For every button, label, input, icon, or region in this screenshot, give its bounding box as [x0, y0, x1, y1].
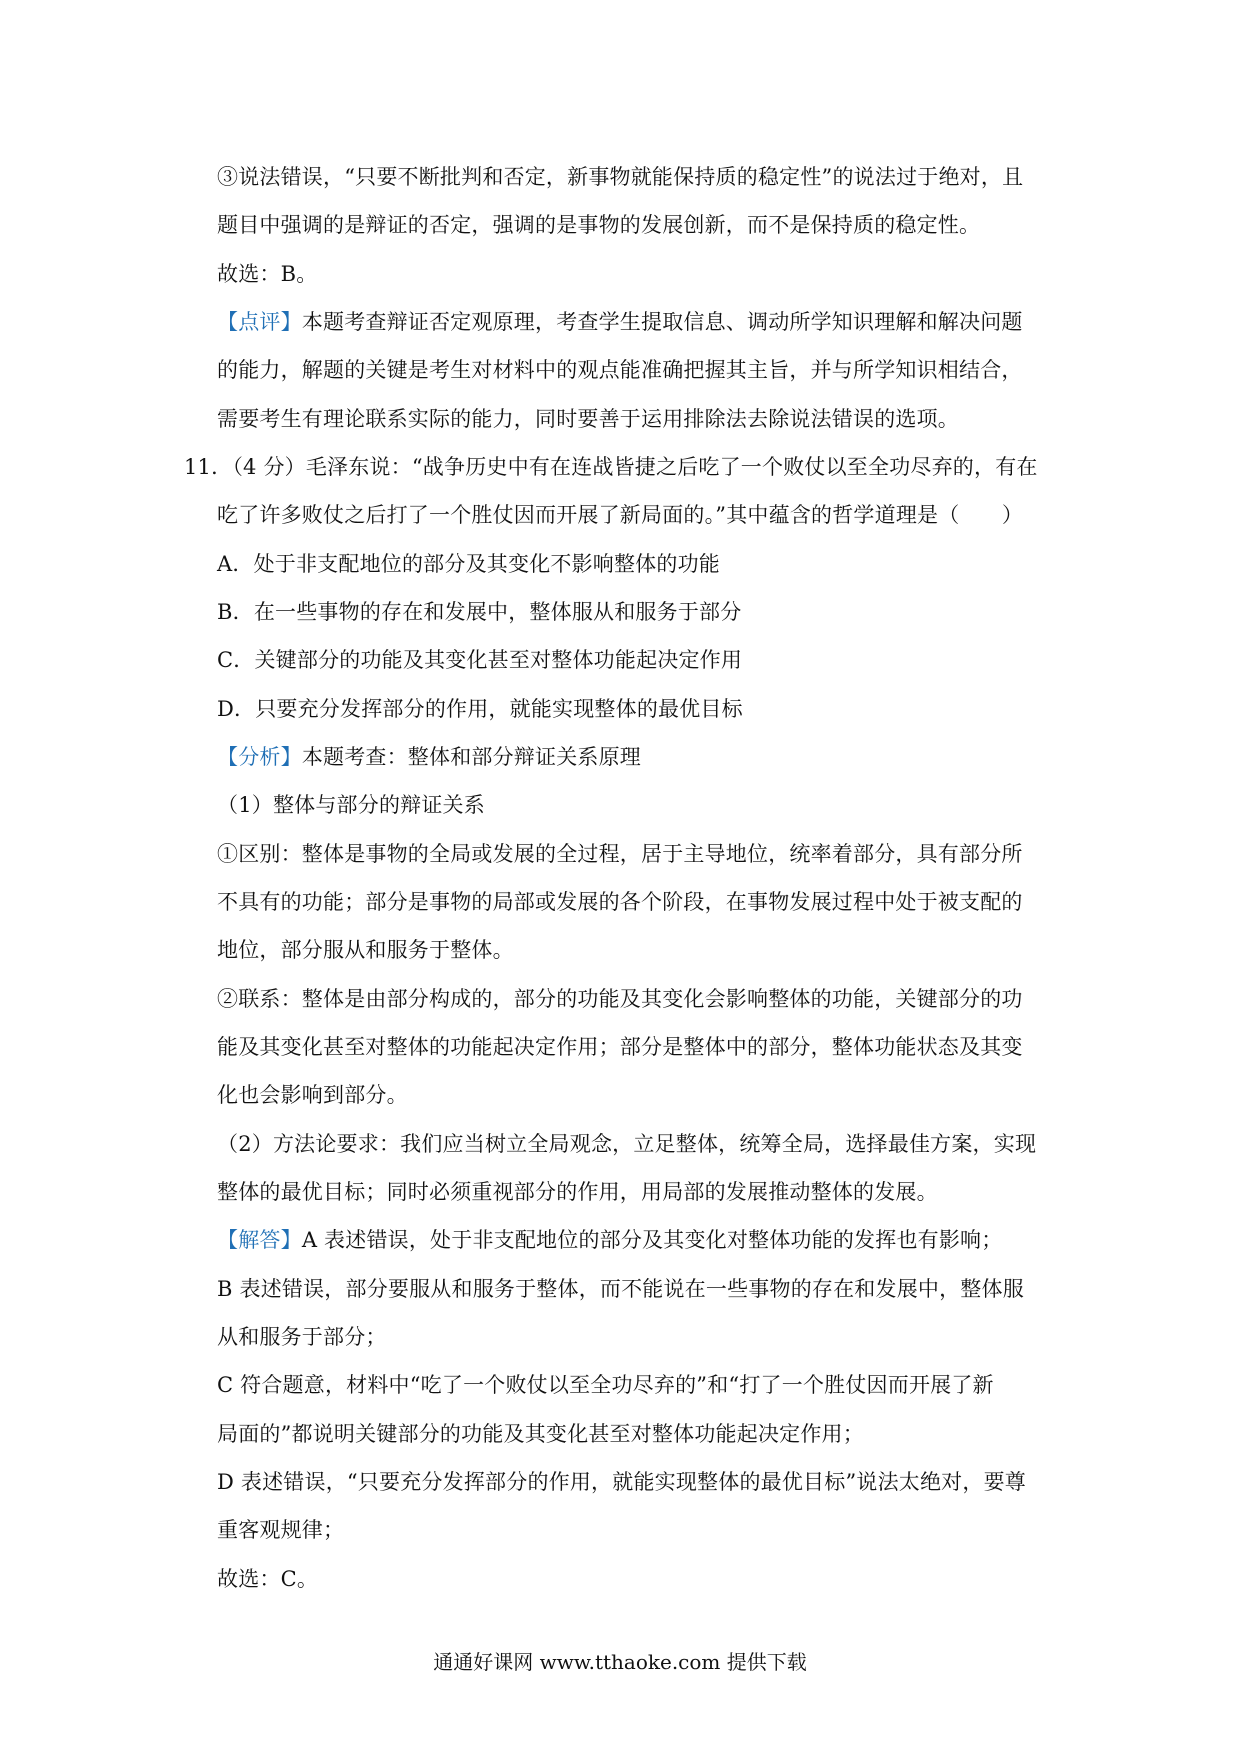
solution-line: C 符合题意，材料中“吃了一个败仗以至全功尽弃的”和“打了一个胜仗因而开展了新 [217, 1373, 994, 1397]
q11-answer: 故选：C。 [217, 1567, 319, 1591]
prev-comment-line-2: 的能力，解题的关键是考生对材料中的观点能准确把握其主旨，并与所学知识相结合， [217, 358, 1023, 382]
analysis-line: 不具有的功能；部分是事物的局部或发展的各个阶段，在事物发展过程中处于被支配的 [217, 890, 1023, 914]
question-11-stem-line-1: 11．（4 分）毛泽东说：“战争历史中有在连战皆捷之后吃了一个败仗以至全功尽弃的，有在 [184, 455, 1038, 479]
solution-line: D 表述错误，“只要充分发挥部分的作用，就能实现整体的最优目标”说法太绝对，要尊 [217, 1470, 1026, 1494]
analysis-tag: 【分析】 [217, 745, 302, 769]
analysis-line: ①区别：整体是事物的全局或发展的全过程，居于主导地位，统率着部分，具有部分所 [217, 842, 1023, 866]
analysis-line: （2）方法论要求：我们应当树立全局观念，立足整体，统筹全局，选择最佳方案，实现 [217, 1132, 1037, 1156]
analysis-line: ②联系：整体是由部分构成的，部分的功能及其变化会影响整体的功能，关键部分的功 [217, 987, 1023, 1011]
footer-source: 通通好课网 www.tthaoke.com 提供下载 [433, 1650, 807, 1674]
comment-tag: 【点评】 [217, 310, 302, 334]
option-c: C．关键部分的功能及其变化甚至对整体功能起决定作用 [217, 648, 743, 672]
analysis-line: 整体的最优目标；同时必须重视部分的作用，用局部的发展推动整体的发展。 [217, 1180, 938, 1204]
prev-comment-line-1 [217, 307, 1023, 337]
solution-line: 从和服务于部分； [217, 1325, 387, 1349]
solution-head-text: A 表述错误，处于非支配地位的部分及其变化对整体功能的发挥也有影响； [301, 1228, 1003, 1252]
solution-line: B 表述错误，部分要服从和服务于整体，而不能说在一些事物的存在和发展中，整体服 [217, 1277, 1024, 1301]
prev-comment-line-3: 需要考生有理论联系实际的能力，同时要善于运用排除法去除说法错误的选项。 [217, 407, 959, 431]
option-d: D．只要充分发挥部分的作用，就能实现整体的最优目标 [217, 697, 743, 721]
question-11-stem-line-2: 吃了许多败仗之后打了一个胜仗因而开展了新局面的。”其中蕴含的哲学道理是（ ） [217, 503, 1024, 527]
comment-text: 本题考查辩证否定观原理，考查学生提取信息、调动所学知识理解和解决问题 [301, 310, 1023, 334]
analysis-line: （1）整体与部分的辩证关系 [217, 793, 485, 817]
solution-heading [217, 1225, 1002, 1255]
solution-tag: 【解答】 [217, 1228, 302, 1252]
option-b: B．在一些事物的存在和发展中，整体服从和服务于部分 [217, 600, 742, 624]
prev-explanation-line-1: ③说法错误，“只要不断批判和否定，新事物就能保持质的稳定性”的说法过于绝对，且 [217, 165, 1024, 189]
analysis-line: 能及其变化甚至对整体的功能起决定作用；部分是整体中的部分，整体功能状态及其变 [217, 1035, 1023, 1059]
option-a: A．处于非支配地位的部分及其变化不影响整体的功能 [217, 552, 720, 576]
prev-answer: 故选：B。 [217, 262, 318, 286]
analysis-heading [217, 742, 641, 772]
solution-line: 局面的”都说明关键部分的功能及其变化甚至对整体功能起决定作用； [217, 1422, 864, 1446]
analysis-line: 地位，部分服从和服务于整体。 [217, 938, 514, 962]
analysis-head-text: 本题考查：整体和部分辩证关系原理 [301, 745, 642, 769]
prev-explanation-line-2: 题目中强调的是辩证的否定，强调的是事物的发展创新，而不是保持质的稳定性。 [217, 213, 981, 237]
analysis-line: 化也会影响到部分。 [217, 1083, 408, 1107]
solution-line: 重客观规律； [217, 1518, 345, 1542]
